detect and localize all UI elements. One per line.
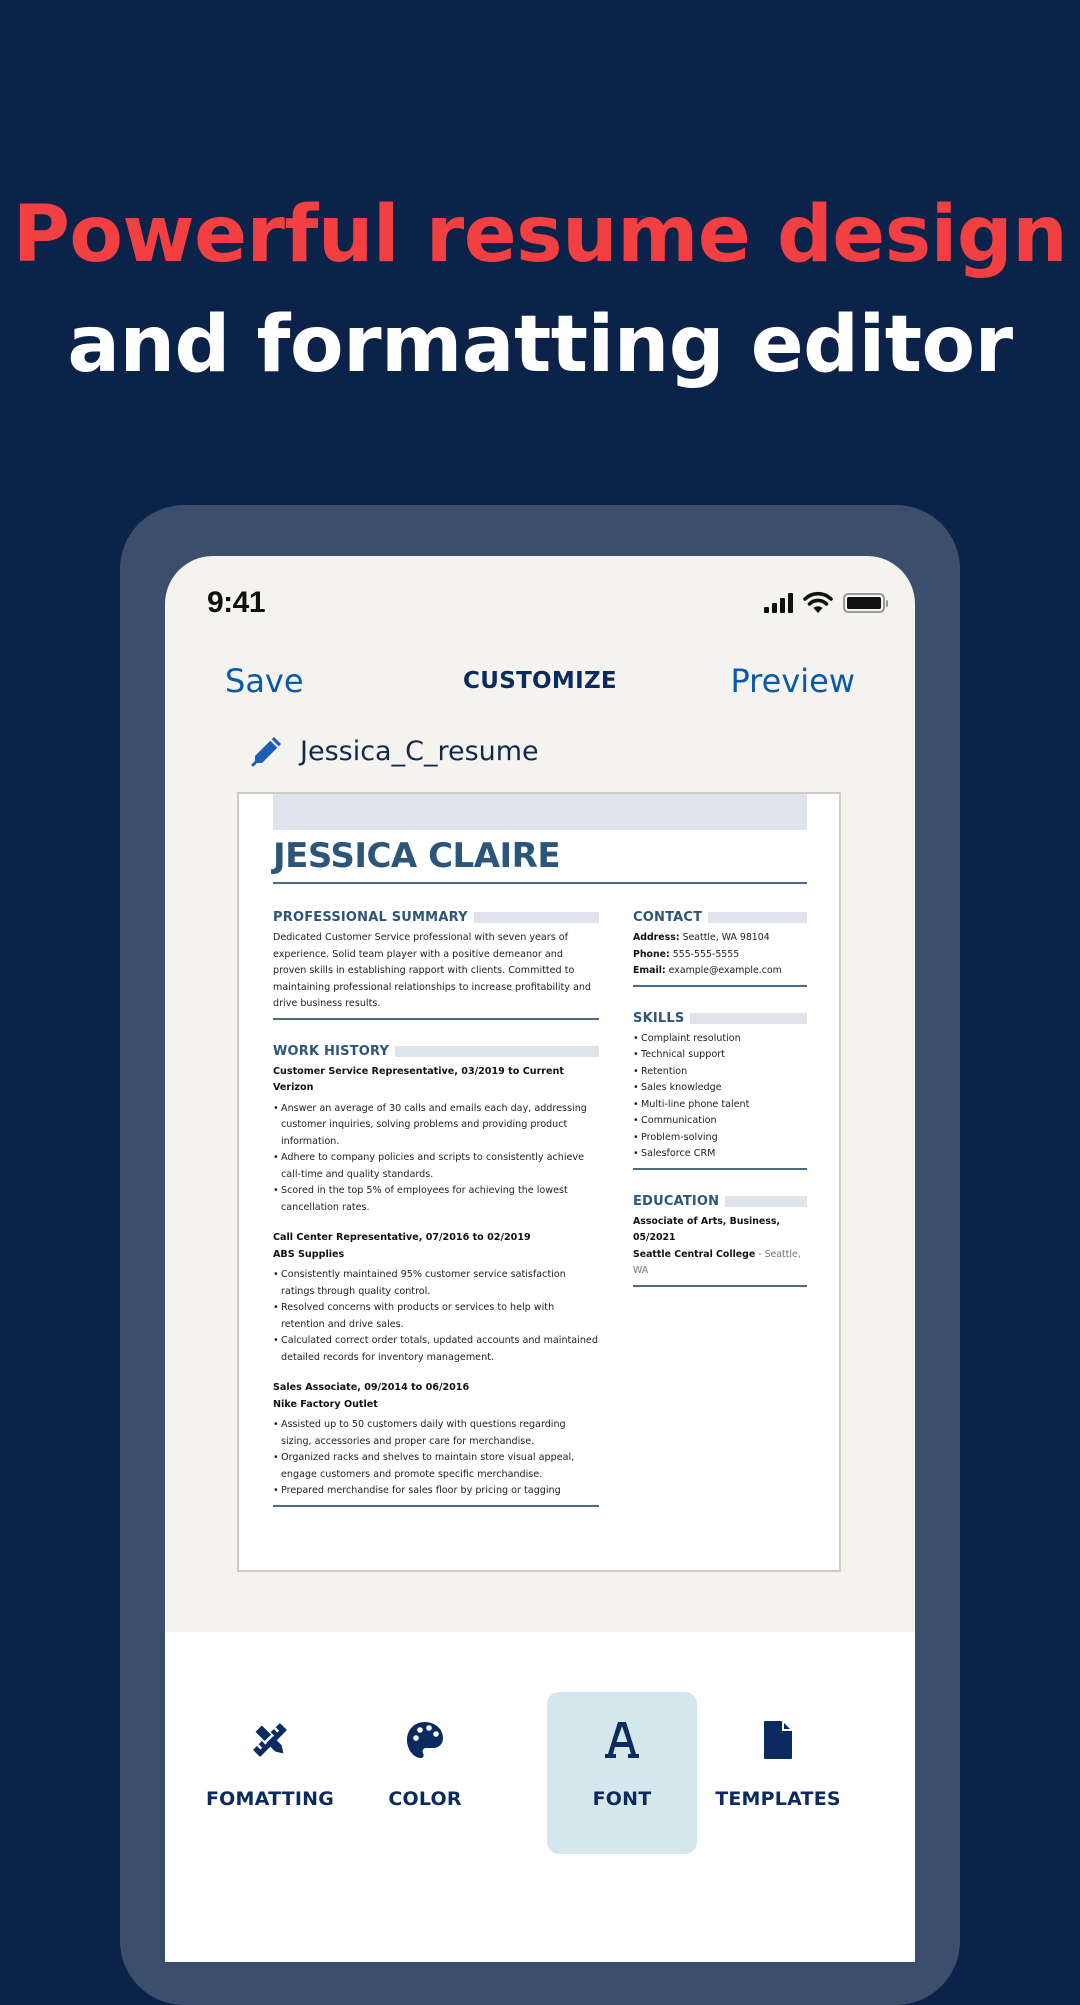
tab-label: FOMATTING <box>206 1788 334 1810</box>
job-entry <box>273 1064 599 1217</box>
filename-row[interactable] <box>250 734 539 768</box>
skill-item: • Sales knowledge <box>633 1080 807 1097</box>
job-entry <box>273 1380 599 1500</box>
divider <box>273 1505 599 1507</box>
tab-formatting[interactable] <box>195 1692 345 1854</box>
phone-screen <box>165 556 915 1956</box>
divider <box>633 1285 807 1287</box>
job-bullet: • Calculated correct order totals, updated accounts and maintained detailed records for inventory management. <box>273 1333 599 1366</box>
tab-label: TEMPLATES <box>715 1788 841 1810</box>
skill-item: • Communication <box>633 1113 807 1130</box>
divider <box>273 882 807 884</box>
education-degree: Associate of Arts, Business, 05/2021 <box>633 1215 780 1243</box>
job-bullet: • Organized racks and shelves to maintain store visual appeal, engage customers and promote specific merchandise. <box>273 1450 599 1483</box>
job-title: Call Center Representative, 07/2016 to 02/2019 <box>273 1232 531 1243</box>
headline-line-1: Powerful resume design <box>12 190 1068 280</box>
wifi-icon <box>803 592 833 614</box>
contact-address: Address: Seattle, WA 98104 <box>633 932 770 943</box>
tab-label: FONT <box>592 1788 652 1810</box>
job-bullet: • Adhere to company policies and scripts to consistently achieve call-time and quality standards. <box>273 1150 599 1183</box>
skill-item: • Salesforce CRM <box>633 1146 807 1163</box>
job-bullet: • Answer an average of 30 calls and emails each day, addressing customer inquiries, solving problems and providing product information. <box>273 1101 599 1151</box>
job-entry <box>273 1230 599 1366</box>
contact-email: Email: example@example.com <box>633 965 782 976</box>
section-heading-contact: CONTACT <box>633 910 807 925</box>
status-time: 9:41 <box>207 586 266 619</box>
customize-toolbar <box>165 1632 915 1962</box>
pencil-ruler-icon <box>250 1720 290 1760</box>
pencil-icon <box>250 734 284 768</box>
section-heading-education: EDUCATION <box>633 1194 807 1209</box>
battery-icon <box>843 593 885 613</box>
palette-icon <box>405 1720 445 1760</box>
page-title: CUSTOMIZE <box>463 668 617 694</box>
resume-header-bar <box>273 794 807 830</box>
education-school: Seattle Central College - Seattle, WA <box>633 1248 801 1276</box>
status-icons <box>764 592 885 614</box>
headline-line-2: and formatting editor <box>67 300 1013 390</box>
resume-preview[interactable] <box>237 792 841 1572</box>
divider <box>633 1168 807 1170</box>
job-company: ABS Supplies <box>273 1248 345 1260</box>
tab-font[interactable] <box>547 1692 697 1854</box>
skill-item: • Multi-line phone talent <box>633 1097 807 1114</box>
skill-item: • Problem-solving <box>633 1130 807 1147</box>
section-heading-summary: PROFESSIONAL SUMMARY <box>273 910 599 925</box>
filename-label: Jessica_C_resume <box>300 735 539 767</box>
job-title: Customer Service Representative, 03/2019 to Current <box>273 1065 564 1077</box>
job-bullet: • Prepared merchandise for sales floor by pricing or tagging <box>273 1483 599 1500</box>
contact-phone: Phone: 555-555-5555 <box>633 948 740 960</box>
job-bullet: • Consistently maintained 95% customer service satisfaction ratings through quality control. <box>273 1267 599 1300</box>
font-icon <box>604 1720 640 1760</box>
skill-item: • Retention <box>633 1064 807 1081</box>
tab-color[interactable] <box>350 1692 500 1854</box>
skill-item: • Complaint resolution <box>633 1031 807 1048</box>
signal-icon <box>764 593 793 613</box>
job-title: Sales Associate, 09/2014 to 06/2016 <box>273 1382 470 1393</box>
resume-name: JESSICA CLAIRE <box>273 836 561 876</box>
job-bullet: • Scored in the top 5% of employees for achieving the lowest cancellation rates. <box>273 1183 599 1216</box>
skills-list <box>633 1031 807 1163</box>
tab-label: COLOR <box>388 1788 462 1810</box>
tab-templates[interactable] <box>703 1692 853 1854</box>
resume-main-column <box>273 910 599 1507</box>
job-company: Verizon <box>273 1082 314 1093</box>
job-company: Nike Factory Outlet <box>273 1398 378 1410</box>
preview-button[interactable]: Preview <box>730 662 855 700</box>
job-bullet: • Assisted up to 50 customers daily with questions regarding sizing, accessories and proper care for merchandise. <box>273 1417 599 1450</box>
resume-side-column <box>633 910 807 1287</box>
summary-text: Dedicated Customer Service professional with seven years of experience. Solid team player with a positive demeanor and proven skills in establishing rapport with clients. Committed to maintaining professional relationships to increase profitability and drive business results. <box>273 932 592 1009</box>
section-heading-skills: SKILLS <box>633 1011 807 1026</box>
skill-item: • Technical support <box>633 1047 807 1064</box>
save-button[interactable]: Save <box>225 662 304 700</box>
job-bullet: • Resolved concerns with products or services to help with retention and drive sales. <box>273 1300 599 1333</box>
section-heading-work: WORK HISTORY <box>273 1044 599 1059</box>
divider <box>273 1018 599 1020</box>
divider <box>633 985 807 987</box>
file-icon <box>763 1720 793 1760</box>
